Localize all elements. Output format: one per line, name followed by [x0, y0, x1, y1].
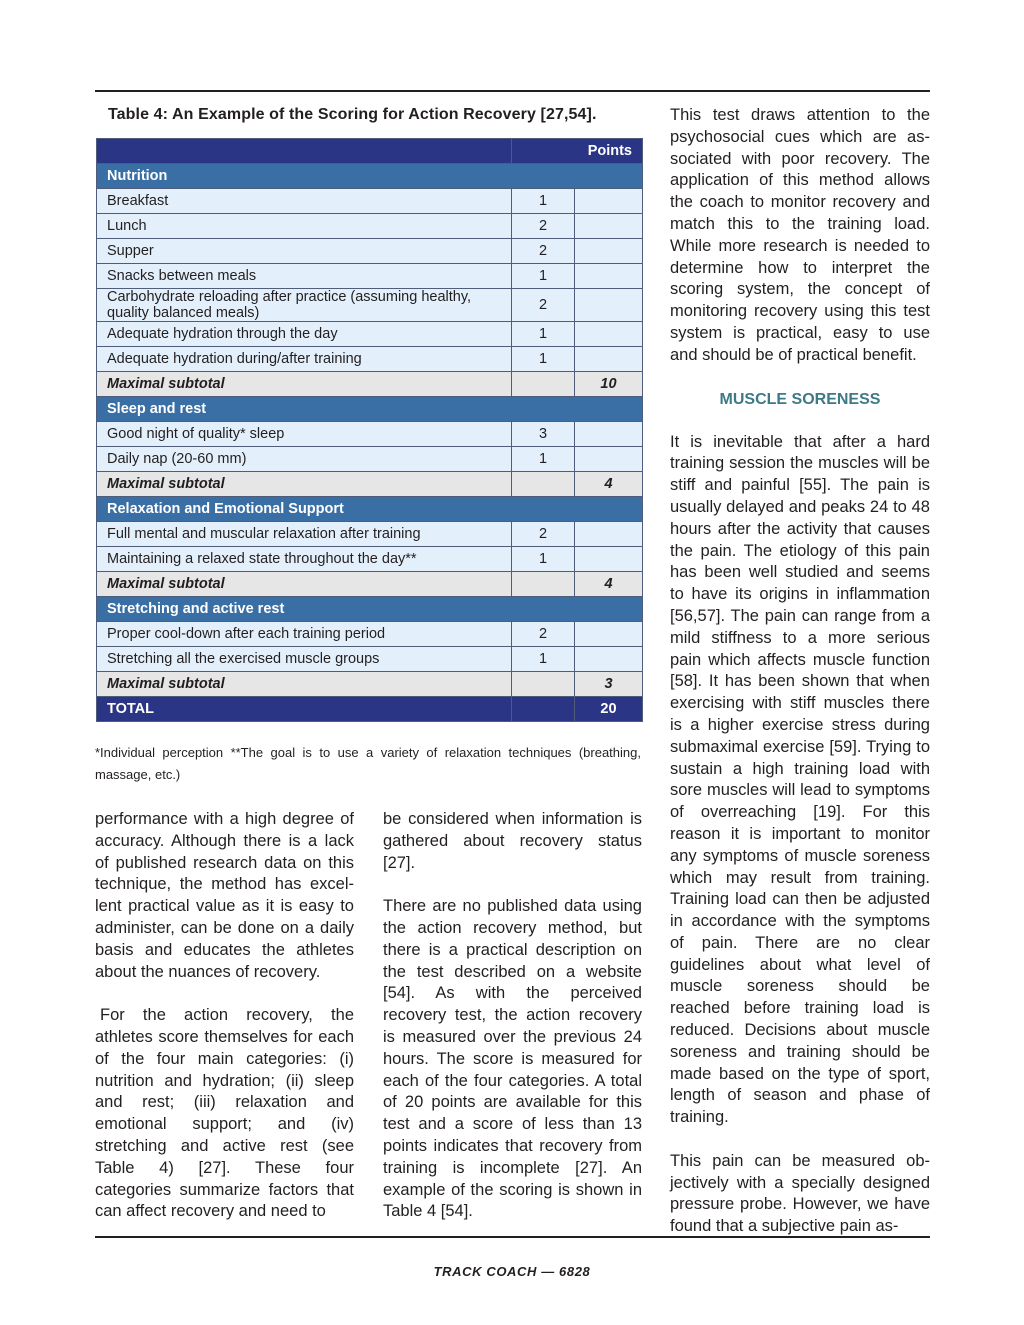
item-label: Stretching all the exercised muscle groups — [97, 647, 512, 672]
paragraph: For the action recovery, the athletes score themselves for each of the four main categories: (i) nutrition and hydration; (ii) sleep and rest; (iii) relaxation and emotional support; and (iv) stretching and active rest (see Table 4) [27]. These four categories summarize factors that can affect recovery and need to — [95, 1006, 354, 1221]
item-score-cell — [575, 322, 643, 347]
scoring-table — [96, 138, 643, 722]
item-points: 1 — [512, 189, 575, 214]
subtotal-row — [97, 672, 643, 697]
paragraph: It is inevitable that after a hard training session the muscles will be stiff and painful [55]. The pain is usually delayed and peaks 24 to 48 hours after the activity that causes the pain. The etiology of this pain has been well studied and seems to have its origins in inflammation [56,57]. The pain can range from a mild stiffness to a more serious pain which affects muscle function [58]. It has been shown that when exercising with stiff muscles there is a higher exercise stress during submaximal exercise [59]. Trying to sustain a high training load with sore muscles will lead to symptoms of overreaching [19]. For this reason it is important to monitor any symptoms of muscle soreness which may result from training. Training load can then be adjusted in accordance with the symptoms of pain. There are no clear guidelines about what level of muscle soreness should be reached before training load is reduced. Decisions about muscle soreness and training should be made based on the type of sport, length of season and phase of training. — [670, 432, 930, 1127]
table-row — [97, 189, 643, 214]
item-points: 2 — [512, 289, 575, 322]
item-score-cell — [575, 239, 643, 264]
section-header-row — [97, 164, 643, 189]
paragraph: performance with a high degree of accuracy. Although there is a lack of published research data on this technique, the method has excellent practical value as it is easy to administer, can be done on a daily basis and educates the athletes about the nuances of recovery. — [95, 810, 354, 981]
item-score-cell — [575, 522, 643, 547]
item-points: 2 — [512, 622, 575, 647]
item-score-cell — [575, 214, 643, 239]
header-label-cell — [97, 139, 512, 164]
item-label: Maintaining a relaxed state throughout the day** — [97, 547, 512, 572]
table-row — [97, 422, 643, 447]
header-points-cell: Points — [512, 139, 643, 164]
item-score-cell — [575, 189, 643, 214]
subtotal-label: Maximal subtotal — [97, 672, 512, 697]
item-points: 1 — [512, 547, 575, 572]
table-footnote: *Individual perception **The goal is to use a variety of relaxation techniques (breathing, massage, etc.) — [95, 745, 641, 782]
section-header-row — [97, 497, 643, 522]
table-row — [97, 264, 643, 289]
item-score-cell — [575, 264, 643, 289]
item-label: Carbohydrate reloading after practice (assuming healthy, quality balanced meals) — [97, 289, 512, 322]
subtotal-label: Maximal subtotal — [97, 572, 512, 597]
section-title: Stretching and active rest — [97, 597, 643, 622]
item-score-cell — [575, 347, 643, 372]
table-row — [97, 522, 643, 547]
body-column-middle — [383, 809, 642, 1223]
item-label: Good night of quality* sleep — [97, 422, 512, 447]
subtotal-points-cell — [512, 472, 575, 497]
item-points: 1 — [512, 647, 575, 672]
item-points: 1 — [512, 322, 575, 347]
subtotal-points-cell — [512, 572, 575, 597]
subtotal-row — [97, 572, 643, 597]
total-label: TOTAL — [97, 697, 512, 722]
section-title: Nutrition — [97, 164, 643, 189]
table-row — [97, 214, 643, 239]
subtotal-row — [97, 472, 643, 497]
item-score-cell — [575, 647, 643, 672]
item-points: 2 — [512, 239, 575, 264]
paragraph: This pain can be measured objectively with a specially designed pressure probe. However, we have found that a subjective pain as- — [670, 1151, 930, 1236]
body-column-left — [95, 809, 354, 1223]
subtotal-label: Maximal subtotal — [97, 372, 512, 397]
subtotal-row — [97, 372, 643, 397]
table-row — [97, 447, 643, 472]
top-rule — [95, 90, 930, 92]
item-points: 1 — [512, 264, 575, 289]
item-score-cell — [575, 289, 643, 322]
subtotal-value: 4 — [575, 572, 643, 597]
table-row — [97, 289, 643, 322]
item-label: Proper cool-down after each training period — [97, 622, 512, 647]
table-row — [97, 547, 643, 572]
item-label: Adequate hydration through the day — [97, 322, 512, 347]
item-points: 2 — [512, 522, 575, 547]
total-value: 20 — [575, 697, 643, 722]
table-row — [97, 322, 643, 347]
subtotal-label: Maximal subtotal — [97, 472, 512, 497]
item-label: Lunch — [97, 214, 512, 239]
item-points: 3 — [512, 422, 575, 447]
total-row — [97, 697, 643, 722]
section-title: Relaxation and Emotional Support — [97, 497, 643, 522]
section-header-row — [97, 397, 643, 422]
subtotal-points-cell — [512, 672, 575, 697]
table-row — [97, 647, 643, 672]
item-score-cell — [575, 422, 643, 447]
item-label: Adequate hydration during/after training — [97, 347, 512, 372]
item-label: Breakfast — [97, 189, 512, 214]
table-row — [97, 239, 643, 264]
table-caption: Table 4: An Example of the Scoring for Action Recovery [27,54]. — [108, 106, 597, 123]
section-heading: MUSCLE SORENESS — [719, 390, 881, 408]
bottom-rule — [95, 1236, 930, 1238]
section-header-row — [97, 597, 643, 622]
item-points: 1 — [512, 347, 575, 372]
table-row — [97, 622, 643, 647]
item-score-cell — [575, 622, 643, 647]
paragraph: This test draws attention to the psychosocial cues which are associated with poor recovery. The application of this method allows the coach to monitor recovery and match this to the training load. While more research is needed to determine how to interpret the scoring system, the concept of monitoring recovery using this test system is practical, easy to use and should be of practical benefit. — [670, 106, 930, 364]
subtotal-value: 10 — [575, 372, 643, 397]
table-row — [97, 347, 643, 372]
table-header-row — [97, 139, 643, 164]
item-label: Supper — [97, 239, 512, 264]
item-points: 2 — [512, 214, 575, 239]
paragraph: be considered when information is gathered about recovery status [27]. — [383, 810, 642, 872]
item-score-cell — [575, 547, 643, 572]
page-footer: TRACK COACH — 6828 — [433, 1264, 591, 1279]
item-label: Daily nap (20-60 mm) — [97, 447, 512, 472]
item-label: Full mental and muscular relaxation after training — [97, 522, 512, 547]
total-points-cell — [512, 697, 575, 722]
item-score-cell — [575, 447, 643, 472]
item-label: Snacks between meals — [97, 264, 512, 289]
section-title: Sleep and rest — [97, 397, 643, 422]
body-column-right — [670, 105, 930, 1238]
item-points: 1 — [512, 447, 575, 472]
paragraph: There are no published data using the action recovery method, but there is a practical description on the test described on a website [54]. As with the perceived recovery test, the action recovery is measured over the previous 24 hours. The score is measured for each of the four categories. A total of 20 points are available for this test and a score of less than 13 points indicates that recovery from training is incomplete [27]. An example of the scoring is shown in Table 4 [54]. — [383, 897, 642, 1221]
subtotal-value: 3 — [575, 672, 643, 697]
subtotal-points-cell — [512, 372, 575, 397]
subtotal-value: 4 — [575, 472, 643, 497]
